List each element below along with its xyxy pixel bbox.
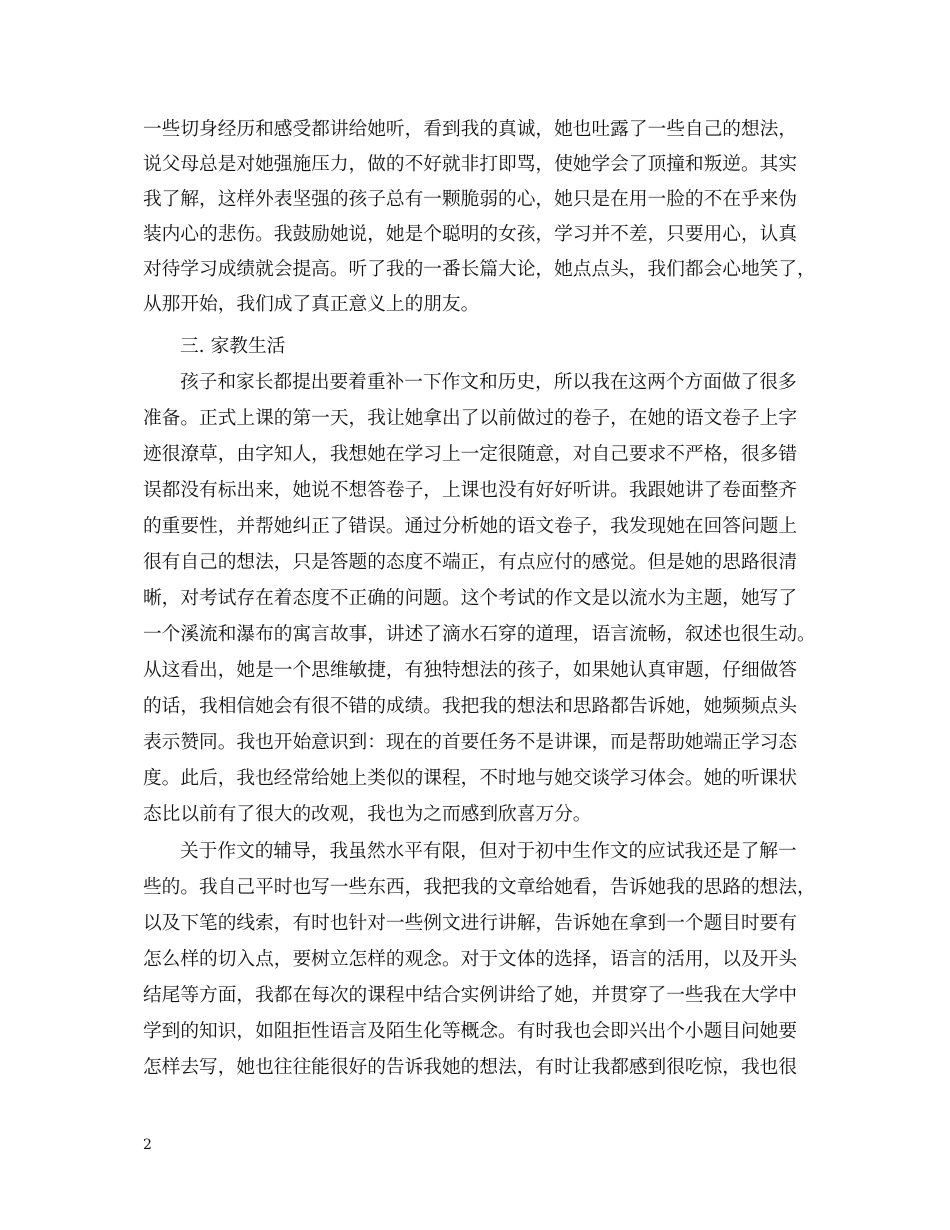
- paragraph-line: 的话，我相信她会有很不错的成绩。我把我的想法和思路都告诉她，她频频点头: [143, 696, 798, 717]
- paragraph-line: 怎样去写，她也往往能很好的告诉我她的想法，有时让我都感到很吃惊，我也很: [143, 1057, 798, 1078]
- paragraph-line: 说父母总是对她强施压力，做的不好就非打即骂，使她学会了顶撞和叛逆。其实: [143, 154, 798, 175]
- paragraph-line: 对待学习成绩就会提高。听了我的一番长篇大论，她点点头，我们都会心地笑了，: [143, 259, 816, 280]
- paragraph-line: 态比以前有了很大的改观，我也为之而感到欣喜万分。: [143, 804, 592, 825]
- paragraph-line: 一些切身经历和感受都讲给她听，看到我的真诚，她也吐露了一些自己的想法，: [143, 119, 798, 140]
- paragraph-line: 装内心的悲伤。我鼓励她说，她是个聪明的女孩，学习并不差，只要用心，认真: [143, 224, 798, 245]
- paragraph-line: 晰，对考试存在着态度不正确的问题。这个考试的作文是以流水为主题，她写了: [143, 588, 798, 609]
- paragraph-line: 些的。我自己平时也写一些东西，我把我的文章给她看，告诉她我的思路的想法，: [143, 877, 816, 898]
- paragraph-line: 表示赞同。我也开始意识到：现在的首要任务不是讲课，而是帮助她端正学习态: [143, 732, 798, 753]
- paragraph-line: 学到的知识，如阻拒性语言及陌生化等概念。有时我也会即兴出个小题目问她要: [143, 1021, 798, 1042]
- paragraph-line: 一个溪流和瀑布的寓言故事，讲述了滴水石穿的道理，语言流畅，叙述也很生动。: [143, 624, 816, 645]
- paragraph-line: 以及下笔的线索，有时也针对一些例文进行讲解，告诉她在拿到一个题目时要有: [143, 913, 798, 934]
- paragraph-line: 从那开始，我们成了真正意义上的朋友。: [143, 294, 480, 315]
- paragraph-line: 怎么样的切入点，要树立怎样的观念。对于文体的选择，语言的活用，以及开头: [143, 949, 798, 970]
- paragraph-line: 从这看出，她是一个思维敏捷，有独特想法的孩子，如果她认真审题，仔细做答: [143, 660, 798, 681]
- page-number: 2: [143, 1137, 152, 1153]
- section-heading: 三. 家教生活: [180, 336, 286, 357]
- paragraph-line: 准备。正式上课的第一天，我让她拿出了以前做过的卷子，在她的语文卷子上字: [143, 408, 798, 429]
- paragraph-line: 结尾等方面，我都在每次的课程中结合实例讲给了她，并贯穿了一些我在大学中: [143, 985, 798, 1006]
- paragraph-line: 孩子和家长都提出要着重补一下作文和历史，所以我在这两个方面做了很多: [180, 372, 797, 393]
- paragraph-line: 度。此后，我也经常给她上类似的课程，不时地与她交谈学习体会。她的听课状: [143, 768, 798, 789]
- paragraph-line: 我了解，这样外表坚强的孩子总有一颗脆弱的心，她只是在用一脸的不在乎来伪: [143, 189, 798, 210]
- paragraph-line: 的重要性，并帮她纠正了错误。通过分析她的语文卷子，我发现她在回答问题上: [143, 516, 798, 537]
- paragraph-line: 关于作文的辅导，我虽然水平有限，但对于初中生作文的应试我还是了解一: [180, 841, 797, 862]
- paragraph-line: 误都没有标出来，她说不想答卷子，上课也没有好好听讲。我跟她讲了卷面整齐: [143, 480, 798, 501]
- paragraph-line: 很有自己的想法，只是答题的态度不端正，有点应付的感觉。但是她的思路很清: [143, 552, 798, 573]
- paragraph-line: 迹很潦草，由字知人，我想她在学习上一定很随意，对自己要求不严格，很多错: [143, 444, 798, 465]
